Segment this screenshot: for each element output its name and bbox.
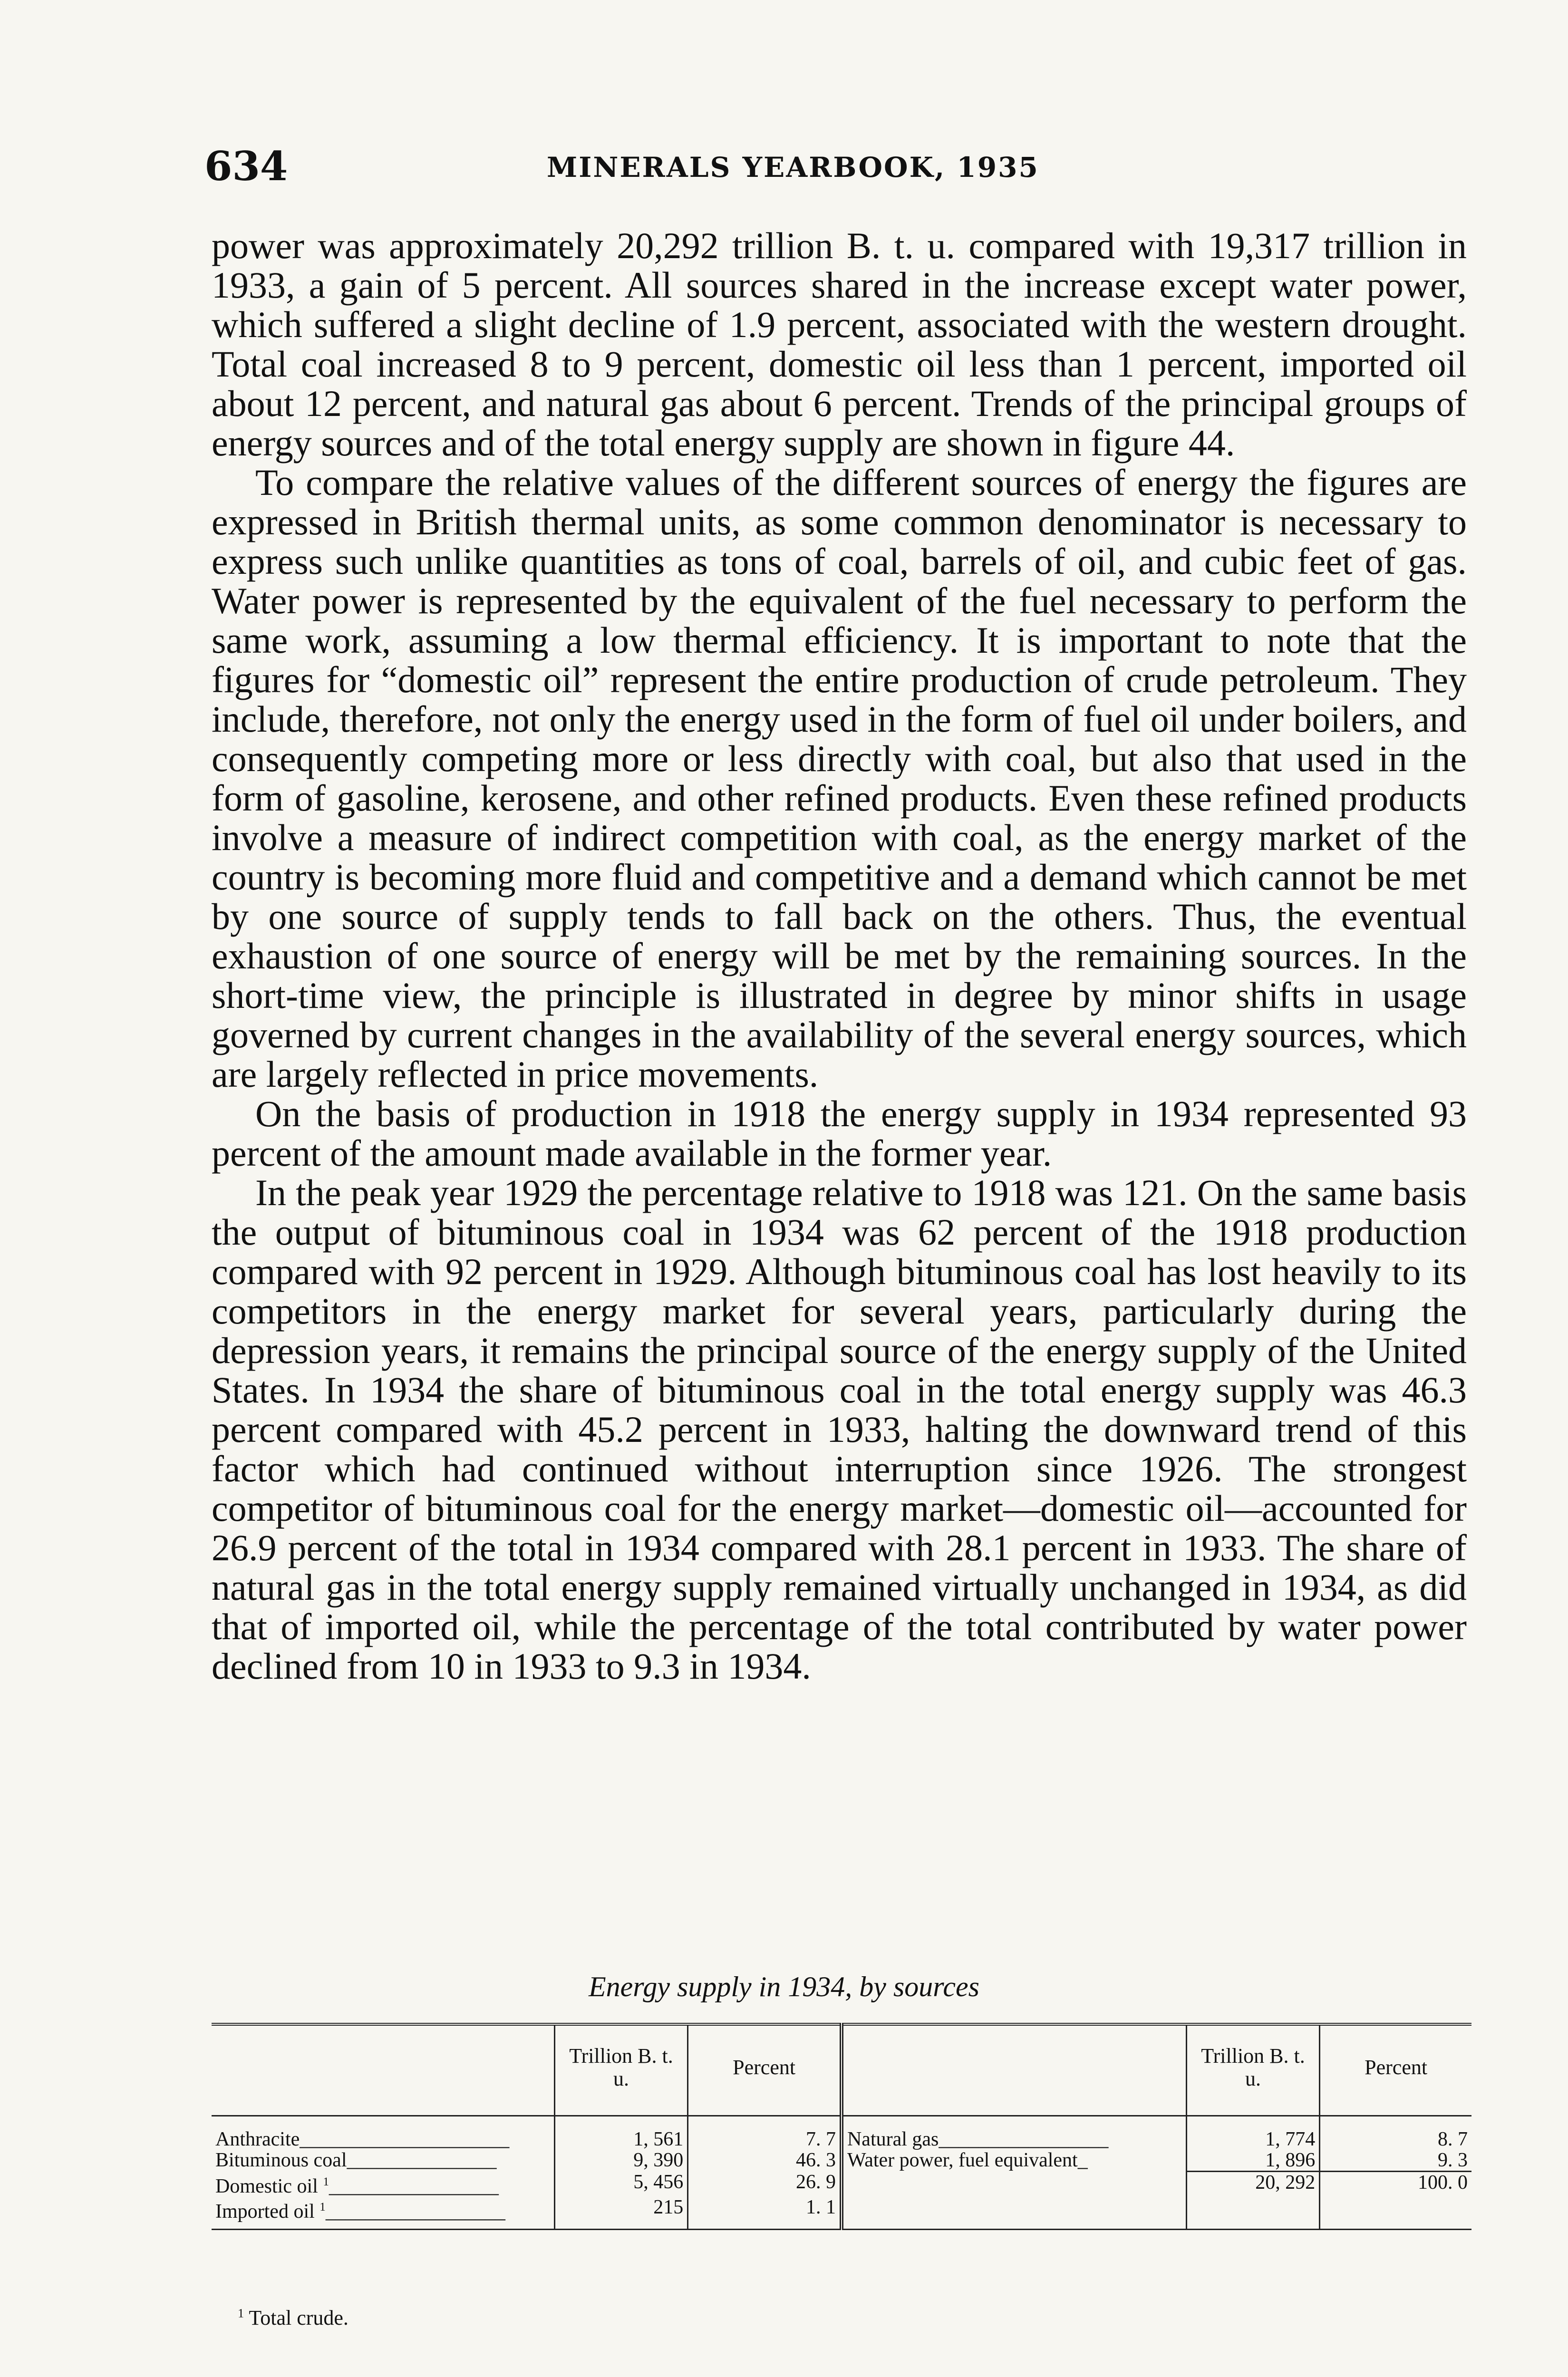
footnote-marker: 1 xyxy=(238,2306,244,2320)
row-value: 1, 774 xyxy=(1186,2116,1319,2150)
row-value: 215 xyxy=(554,2197,687,2230)
total-percent: 100. 0 xyxy=(1320,2172,1471,2230)
footnote xyxy=(238,2306,348,2330)
paragraph-4: In the peak year 1929 the percentage relative to 1918 was 121. On the same basis the output of bituminous coal in 1934 was 62 percent of the 1918 production compared with 92 percent in 1929. Although bituminous coal has lost heavily to its competitors in the energy market for several years, particularly during the depression years, it remains the principal source of the energy supply of the United States. In 1934 the share of bituminous coal in the total energy supply was 46.3 percent compared with 45.2 percent in 1933, halting the downward trend of this factor which had continued without interruption since 1926. The strongest competitor of bituminous coal for the energy market—domestic oil—accounted for 26.9 percent of the total in 1934 compared with 28.1 percent in 1933. The share of natural gas in the total energy supply remained virtually unchanged in 1934, as did that of imported oil, while the percentage of the total contributed by water power declined from 10 in 1933 to 9.3 in 1934. xyxy=(212,1172,1467,1687)
page-number: 634 xyxy=(204,143,288,190)
row-value: 1, 561 xyxy=(554,2116,687,2150)
header-percent-right: Percent xyxy=(1320,2024,1471,2116)
row-label: Imported oil $^1$__________________ xyxy=(215,2200,505,2222)
header-blank-left xyxy=(212,2024,554,2116)
footnote-text: Total crude. xyxy=(249,2306,348,2329)
table-row xyxy=(212,2172,1471,2197)
row-value: 5, 456 xyxy=(554,2172,687,2197)
row-label: Bituminous coal_______________ xyxy=(215,2150,497,2171)
body-text xyxy=(212,226,1467,1686)
page-header xyxy=(0,143,1568,195)
header-unit-right: Trillion B. t. u. xyxy=(1186,2024,1319,2116)
row-percent: 8. 7 xyxy=(1320,2116,1471,2150)
footnote-ref: 1 xyxy=(323,2175,329,2188)
table-header-row xyxy=(212,2024,1471,2116)
row-label: Anthracite_____________________ xyxy=(215,2128,510,2150)
paragraph-3: On the basis of production in 1918 the energy supply in 1934 represented 93 percent of the amount made available in the former year. xyxy=(212,1093,1467,1174)
header-percent-left: Percent xyxy=(688,2024,842,2116)
row-percent: 26. 9 xyxy=(688,2172,842,2197)
row-percent: 46. 3 xyxy=(688,2150,842,2172)
header-unit-left: Trillion B. t. u. xyxy=(554,2024,687,2116)
table-row xyxy=(212,2116,1471,2150)
row-value: 9, 390 xyxy=(554,2150,687,2172)
row-percent: 7. 7 xyxy=(688,2116,842,2150)
paragraph-2: To compare the relative values of the different sources of energy the figures are expressed in British thermal units, as some common denominator is necessary to express such unlike quantities as tons of coal, barrels of oil, and cubic feet of gas. Water power is represented by the equivalent of the fuel necessary to perform the same work, assuming a low thermal efficiency. It is important to note that the figures for “domestic oil” represent the entire production of crude petroleum. They include, therefore, not only the energy used in the form of fuel oil under boilers, and consequently competing more or less directly with coal, but also that used in the form of gasoline, kerosene, and other refined products. Even these refined products involve a measure of indirect competition with coal, as the energy market of the country is becoming more fluid and competitive and a demand which cannot be met by one source of supply tends to fall back on the others. Thus, the eventual exhaustion of one source of energy will be met by the remaining sources. In the short-time view, the principle is illustrated in degree by minor shifts in usage governed by current changes in the availability of the several energy sources, which are largely reflected in price movements. xyxy=(212,462,1467,1095)
table-caption: Energy supply in 1934, by sources xyxy=(588,1971,980,2002)
row-percent: 1. 1 xyxy=(688,2197,842,2230)
energy-supply-table xyxy=(212,2023,1471,2230)
paragraph-1: power was approximately 20,292 trillion B. t. u. compared with 19,317 trillion in 1933, a gain of 5 percent. All sources shared in the increase except water power, which suffered a slight decline of 1.9 percent, associated with the western drought. Total coal increased 8 to 9 percent, domestic oil less than 1 percent, imported oil about 12 percent, and natural gas about 6 percent. Trends of the principal groups of energy sources and of the total energy supply are shown in figure 44. xyxy=(212,225,1467,464)
row-percent: 9. 3 xyxy=(1320,2150,1471,2172)
header-blank-right xyxy=(842,2024,1186,2116)
row-blank xyxy=(842,2172,1186,2197)
running-title: MINERALS YEARBOOK, 1935 xyxy=(547,151,1039,184)
row-label: Domestic oil $^1$_________________ xyxy=(215,2175,499,2197)
total-value: 20, 292 xyxy=(1186,2172,1319,2230)
row-label: Natural gas_________________ xyxy=(842,2116,1186,2150)
table-row xyxy=(212,2150,1471,2172)
row-label: Water power, fuel equivalent_ xyxy=(842,2150,1186,2172)
footnote-ref: 1 xyxy=(319,2200,326,2213)
row-value: 1, 896 xyxy=(1186,2150,1319,2172)
row-blank xyxy=(842,2197,1186,2230)
